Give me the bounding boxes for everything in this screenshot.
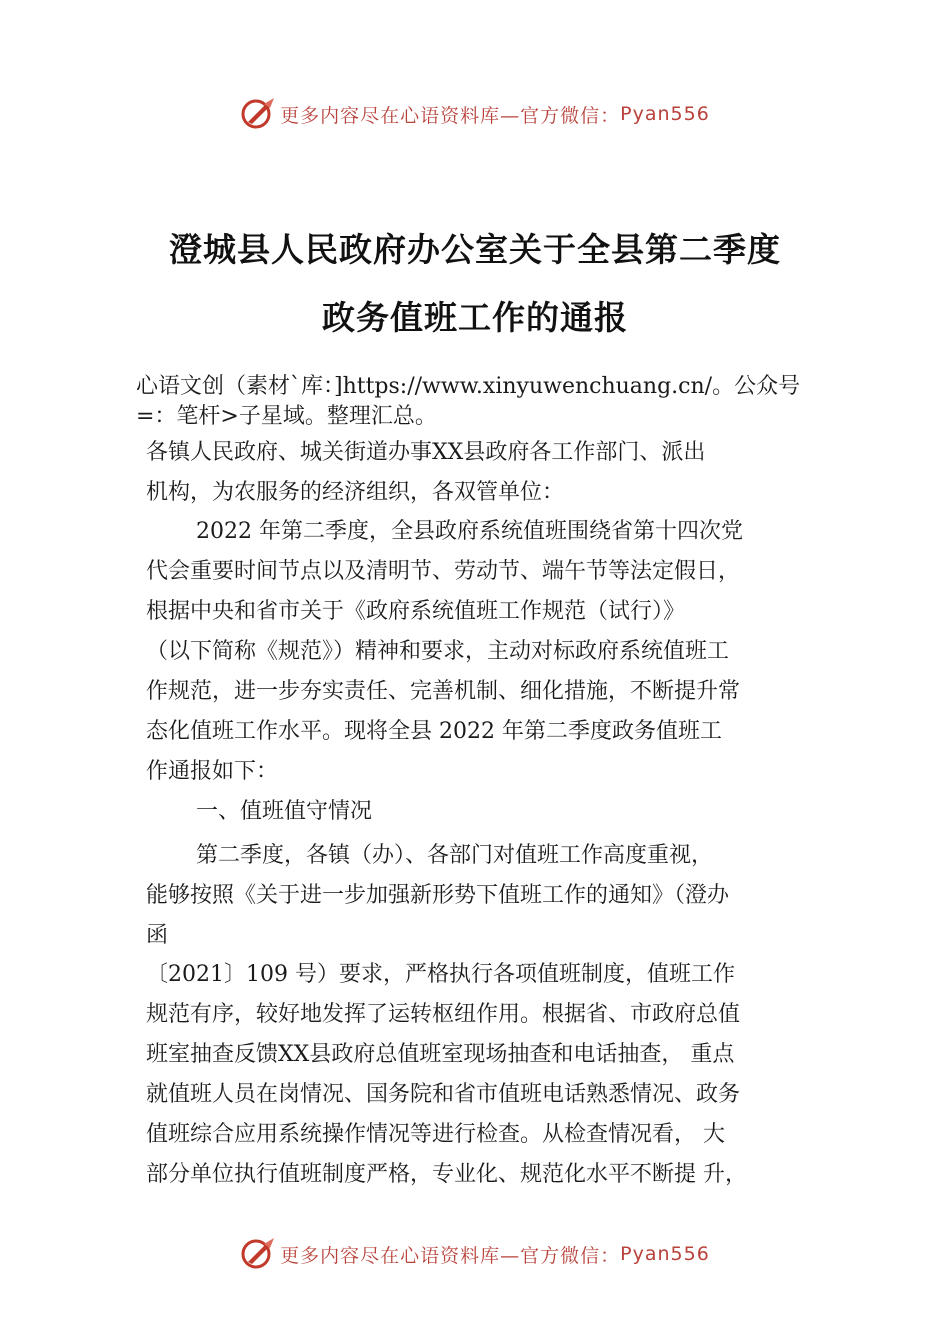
source-note: 心语文创（素材`库：]https://www.xinyuwenchuang.cn/。公众号=：笔杆>子星域。整理汇总。 xyxy=(136,374,801,429)
document-title-line-1: 澄城县人民政府办公室关于全县第二季度 xyxy=(169,230,781,269)
section-heading: 一、值班值守情况 xyxy=(196,799,373,824)
body-line: 能够按照《关于进一步加强新形势下值班工作的通知》（澄办 xyxy=(146,883,730,908)
body-line: 各镇人民政府、城关街道办事XX县政府各工作部门、派出 xyxy=(146,440,706,465)
banner-text: 更多内容尽在心语资料库—官方微信： xyxy=(280,104,621,127)
body-line: 第二季度，各镇（办）、各部门对值班工作高度重视， xyxy=(196,843,714,868)
quill-logo-icon xyxy=(240,1236,276,1272)
body-line: 〔2021〕109 号）要求，严格执行各项值班制度，值班工作 xyxy=(146,962,735,987)
body-line: 班室抽查反馈XX县政府总值班室现场抽查和电话抽查， 重点 xyxy=(146,1042,735,1067)
wechat-id: Pyan556 xyxy=(620,103,710,125)
body-line: 就值班人员在岗情况、国务院和省市值班电话熟悉情况、政务 xyxy=(146,1082,741,1107)
body-line: 机构，为农服务的经济组织，各双管单位： xyxy=(146,480,565,505)
wechat-id: Pyan556 xyxy=(620,1243,710,1265)
header-watermark-banner xyxy=(0,96,950,132)
body-line: 作规范，进一步夯实责任、完善机制、细化措施，不断提升常 xyxy=(146,679,741,704)
body-line: 态化值班工作水平。现将全县 2022 年第二季度政务值班工 xyxy=(146,719,722,744)
banner-text: 更多内容尽在心语资料库—官方微信： xyxy=(280,1244,621,1267)
body-line: 函 xyxy=(146,923,169,948)
body-line: 规范有序，较好地发挥了运转枢纽作用。根据省、市政府总值 xyxy=(146,1002,741,1027)
quill-logo-icon xyxy=(240,96,276,132)
document-title-line-2: 政务值班工作的通报 xyxy=(322,298,628,337)
footer-watermark-banner xyxy=(0,1236,950,1272)
body-line: 值班综合应用系统操作情况等进行检查。从检查情况看， 大 xyxy=(146,1122,725,1147)
body-line: （以下简称《规范》）精神和要求，主动对标政府系统值班工 xyxy=(146,639,730,664)
body-line: 部分单位执行值班制度严格，专业化、规范化水平不断提 升， xyxy=(146,1162,747,1187)
body-line: 根据中央和省市关于《政府系统值班工作规范（试行）》 xyxy=(146,599,686,624)
body-line: 2022 年第二季度，全县政府系统值班围绕省第十四次党 xyxy=(196,519,743,544)
body-line: 代会重要时间节点以及清明节、劳动节、端午节等法定假日， xyxy=(146,559,741,584)
body-line: 作通报如下： xyxy=(146,759,279,784)
